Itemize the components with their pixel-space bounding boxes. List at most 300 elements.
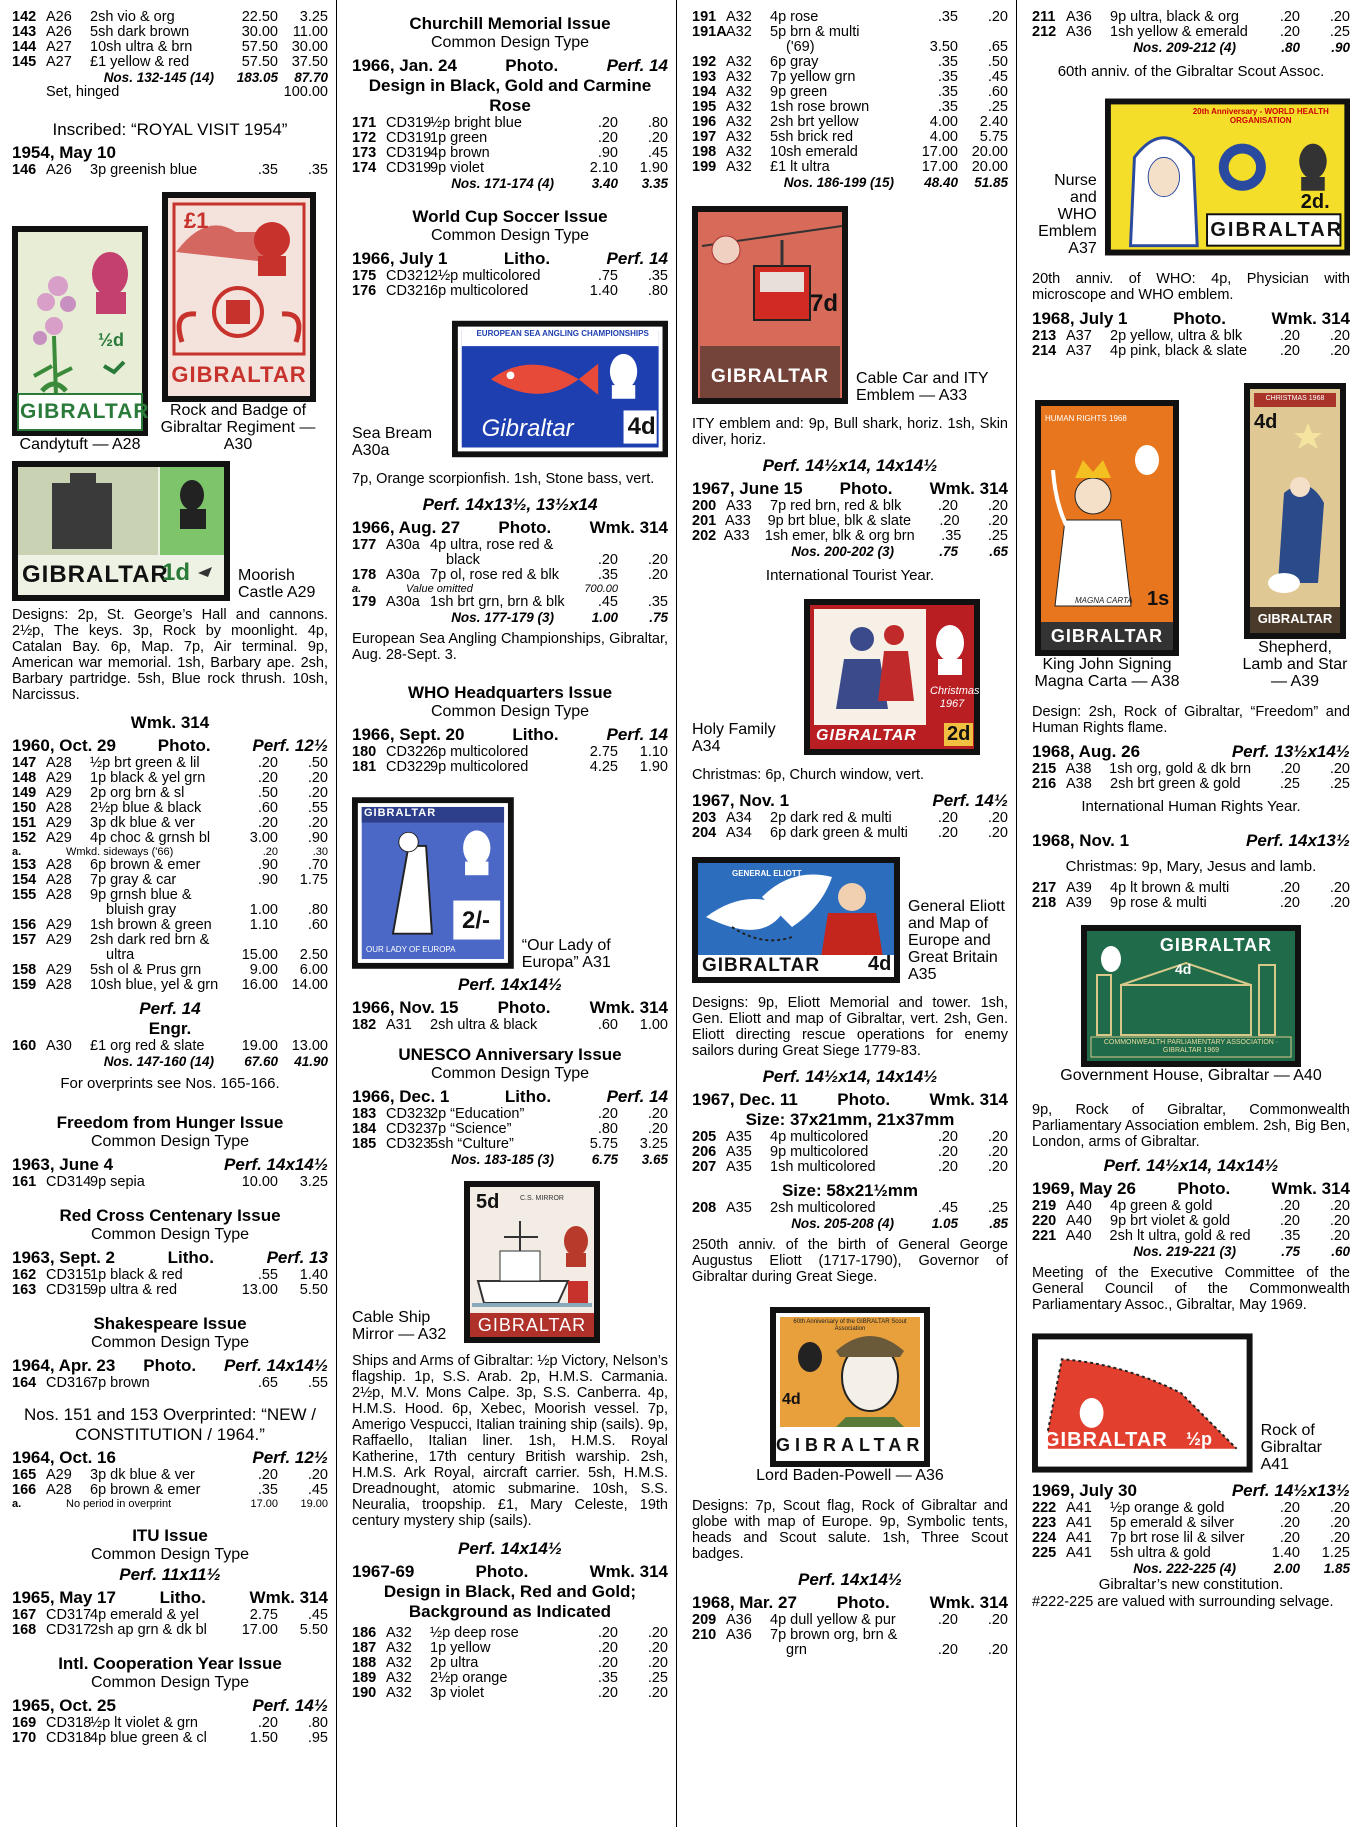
catalog-number: 144 [12,39,37,55]
stamp-inscription: C.S. MIRROR [520,1195,564,1203]
variety-description: No period in overprint [66,1498,172,1511]
design-type: CD317 [46,1607,92,1624]
value-used: .60 [307,917,328,934]
design-type: CD314 [46,1173,92,1190]
value-used: 41.90 [294,1054,328,1070]
caption-a29: Moorish Castle A29 [238,567,316,602]
catalog-number: 162 [12,1266,37,1283]
design-type: A41 [1066,1500,1092,1517]
value-unused: 3.40 [591,176,618,192]
value-used: .20 [1329,1228,1350,1245]
value-unused: .20 [257,755,278,772]
catalog-row [352,269,668,284]
value-used: .20 [647,1106,668,1123]
caption-a39: Shepherd, Lamb and Star — A39 [1242,638,1348,690]
value-used: .25 [1329,775,1350,792]
stamp-value: 1s [1147,587,1170,610]
issue-date-line: 1968, July 1 Photo. Wmk. 314 [1032,308,1350,328]
stamp-country: GIBRALTAR [1044,1429,1168,1452]
design-type: A32 [726,84,752,100]
column-1 [0,0,336,1827]
value-used: .20 [1329,1515,1350,1532]
perf-heading: Perf. 14½x14, 14x14½ [1103,1156,1279,1176]
catalog-row-continuation [692,1643,1008,1658]
catalog-row [352,1018,668,1033]
catalog-number: 177 [352,537,377,554]
caption-a33: Cable Car and ITY Emblem — A33 [856,370,989,404]
value-used: .85 [989,1216,1008,1232]
stamp-a35 [692,857,900,983]
value-used: .80 [647,115,668,132]
new-constitution-note: Gibraltar’s new constitution. [1098,1576,1284,1594]
stamp-description: 1p yellow [430,1640,491,1657]
size-heading: Size: 58x21½mm [781,1180,919,1200]
stamp-description: 2p dark red & multi [770,809,892,826]
value-unused: .45 [937,1200,958,1217]
stamp-country: GIBRALTAR [477,1315,587,1336]
catalog-row [352,595,668,610]
design-type: A36 [1066,24,1092,40]
catalog-row [1032,1546,1350,1561]
value-unused: .20 [597,1625,618,1642]
catalog-number: 157 [12,932,37,949]
value-used: .25 [987,99,1008,115]
stamp-description: 2½p orange [430,1670,508,1687]
catalog-row [352,538,668,553]
stamp-inscription: 20th Anniversary - WORLD HEALTH ORGANISATION [1192,106,1329,126]
eliott-designs-paragraph: Designs: 9p, Eliott Memorial and tower. 1sh, Gen. Eliott and map of Gibraltar, vert. 2sh, Gen. Eliott directing rescue operations for enemy sailors during Great Siege 1779-83. [692,994,1008,1059]
catalog-row [692,10,1008,25]
stamp-description: 9p brt blue, blk & slate [767,513,912,530]
catalog-row [352,745,668,760]
catalog-row [1032,1501,1350,1516]
value-unused: .20 [257,770,278,787]
value-unused: 3.00 [249,830,278,847]
value-used: .45 [307,1482,328,1499]
stamp-description: 2p org brn & sl [90,785,185,802]
catalog-row [12,1468,328,1483]
catalog-number: 153 [12,857,37,874]
value-unused: .35 [937,9,958,25]
figure-a28-a30 [12,192,328,453]
value-unused: .20 [1279,342,1300,359]
design-type: CD319 [386,145,432,162]
value-unused: .80 [1281,40,1300,55]
value-unused: 16.00 [241,977,278,994]
figure-a41 [1032,1333,1350,1473]
value-used [958,1628,1008,1643]
catalog-number: 204 [692,824,717,841]
subtotal-row [692,175,1008,190]
value-used: 2.40 [979,114,1008,130]
value-unused: .35 [937,69,958,85]
value-unused [228,888,278,903]
value-used: .45 [647,145,668,162]
value-unused: 9.00 [249,962,278,979]
value-unused: .35 [937,54,958,70]
value-used: .20 [1329,895,1350,912]
value-unused: .20 [1279,880,1300,897]
value-used: 2.50 [299,947,328,964]
catalog-number: 176 [352,283,377,300]
design-type: A34 [726,809,752,826]
value-unused: .20 [937,1612,958,1629]
catalog-number: 213 [1032,327,1057,344]
perf-heading: Perf. 14½x14, 14x14½ [762,1066,938,1086]
stamp-description: 4p green & gold [1110,1198,1213,1215]
catalog-row [12,1716,328,1731]
value-unused: 3.50 [929,39,958,55]
catalog-row [12,1483,328,1498]
catalog-row [12,1608,328,1623]
catalog-number: 158 [12,962,37,979]
design-type: CD322 [386,744,432,761]
value-unused: .20 [1279,895,1300,912]
common-design-type: Common Design Type [91,1225,249,1243]
stamp-description: 1p green [430,130,488,147]
catalog-number: 198 [692,144,717,160]
design-type: CD317 [46,1622,92,1639]
value-used: .20 [1329,342,1350,359]
catalog-row-continuation [692,40,1008,55]
catalog-number: 173 [352,145,377,162]
stamp-description: 2p ultra [430,1655,479,1672]
issue-title: Freedom from Hunger Issue [56,1112,284,1132]
stamp-description: 3p greenish blue [90,162,198,179]
designs-paragraph: Designs: 2p, St. George’s Hall and cannons. 2½p, The keys. 3p, Rock by moonlight. 4p, Catalan Bay. 6p, Map. 7p, Air terminal. 9p, American war memorial. 1sh, Barbary ape. 2sh, Barbary partridge. 5sh, Blue rock thrush. 10sh, Narcissus. [12,607,328,704]
value-used: .20 [987,9,1008,25]
issue-date-line: 1966, Dec. 1 Litho. Perf. 14 [352,1087,668,1107]
variety-letter: a. [12,1498,22,1511]
value-unused: .60 [597,1017,618,1034]
value-used: .75 [649,610,668,626]
perf-heading: Perf. 14 [139,999,201,1019]
issue-date-line: 1966, Aug. 27 Photo. Wmk. 314 [352,518,668,538]
stamp-a33 [692,206,848,404]
stamp-a37 [1105,97,1350,257]
value-unused: .35 [257,1482,278,1499]
design-type: A40 [1065,1228,1092,1245]
subtotal-row [352,1152,668,1167]
stamp-value: 1d [162,559,191,587]
design-type: CD319 [386,160,432,177]
catalog-number: 197 [692,129,717,145]
stamp-description: 10sh blue, yel & grn [90,977,219,994]
value-unused: .20 [937,1143,958,1160]
stamp-value: 7d [810,290,839,317]
value-unused: .20 [937,824,958,841]
stamp-description: 7p yellow grn [770,69,856,85]
overprint-note: For overprints see Nos. 165-166. [60,1075,280,1093]
value-unused: .20 [257,1467,278,1484]
catalog-row [692,1160,1008,1175]
design-type: A32 [386,1655,412,1672]
catalog-row [352,131,668,146]
subtotal-row [12,70,328,85]
caption-a32: Cable Ship Mirror — A32 [352,1309,447,1344]
issue-date-line: 1967, June 15 Photo. Wmk. 314 [692,479,1008,499]
value-used: .20 [987,498,1008,515]
value-used: .50 [987,54,1008,70]
value-used: 1.75 [299,872,328,889]
stamp-description: 6p multicolored [430,283,529,300]
issue-title: Intl. Cooperation Year Issue [58,1654,282,1674]
stamp-description: ('69) [786,39,815,55]
value-used: 3.35 [641,176,668,192]
stamp-description: 9p ultra & red [90,1281,178,1298]
value-used: .20 [1329,1213,1350,1230]
value-used: .55 [307,800,328,817]
value-unused: .55 [257,1266,278,1283]
stamp-description: 2sh brt green & gold [1110,775,1241,792]
value-unused: .20 [937,498,958,515]
stamp-description: 7p red brn, red & blk [770,498,902,515]
value-used: .20 [987,513,1008,530]
stamp-description: 2½p blue & black [90,800,202,817]
catalog-row [12,816,328,831]
catalog-row [352,1686,668,1701]
catalog-row [352,1656,668,1671]
column-rule [1016,0,1017,1827]
perf-heading: Perf. 14½x14, 14x14½ [762,456,938,475]
stamp-description: 1sh brown & green [90,917,212,934]
stamp-description: 7p ol, rose red & blk [430,567,559,584]
value-used: .20 [1329,9,1350,25]
value-unused [568,538,618,553]
value-unused: .60 [257,800,278,817]
hinged-label: Set, hinged [46,84,120,100]
caption-a30a: Sea Bream A30a [352,425,433,460]
value-unused: .20 [1279,1515,1300,1532]
subtotal-label: Nos. 186-199 (15) [783,175,894,190]
caption-a40: Government House, Gibraltar — A40 [1060,1067,1322,1085]
value-unused: .90 [257,857,278,874]
catalog-number: 203 [692,809,717,826]
catalog-number: 188 [352,1655,377,1672]
value-used: 1.10 [639,744,668,761]
stamp-description: 10sh ultra & brn [90,39,193,55]
subtotal-row [1032,1244,1350,1259]
catalog-row [352,1107,668,1122]
catalog-row [12,25,328,40]
stamp-country: GIBRALTAR [1159,935,1273,956]
catalog-row [352,1641,668,1656]
catalog-number: 209 [692,1612,717,1629]
value-used: 1.85 [1323,1561,1350,1577]
value-unused: 13.00 [241,1281,278,1298]
value-used: .20 [1329,1198,1350,1215]
catalog-row [12,978,328,993]
value-unused: 1.50 [249,1730,278,1746]
stamp-inscription: CHRISTMAS 1968 [1265,394,1325,402]
value-used: 3.25 [299,9,328,25]
catalog-row [692,826,1008,841]
subtotal-label: Nos. 171-174 (4) [451,176,554,192]
ity-year-note: International Tourist Year. [765,567,935,585]
variety-note [12,1498,328,1510]
stamp-description: 4p blue green & cl [90,1730,207,1746]
overprint-heading: Nos. 151 and 153 Overprinted: “NEW / CONSTITUTION / 1964.” [24,1404,316,1444]
catalog-number: 171 [352,115,377,132]
issue-date-line: 1966, Sept. 20 Litho. Perf. 14 [352,725,668,745]
value-used: 1.40 [299,1266,328,1283]
value-unused: .90 [597,145,618,162]
catalog-number: 170 [12,1730,37,1746]
value-used: 1.25 [1321,1545,1350,1562]
value-used: 1.00 [639,1017,668,1034]
design-type: A32 [386,1670,412,1687]
value-used: .25 [647,1670,668,1687]
stamp-description: grn [786,1642,807,1659]
selvage-note: #222-225 are valued with surrounding selvage. [1032,1594,1334,1611]
subtotal-row [1032,1561,1350,1576]
rights-year-note: International Human Rights Year. [1081,797,1301,815]
catalog-number: 146 [12,162,37,179]
figure-a34 [692,599,1008,755]
design-type: A27 [46,39,72,55]
value-used: .80 [307,1715,328,1731]
catalog-number: 199 [692,159,717,175]
stamp-country: Gibraltar [481,415,574,443]
catalog-row [12,933,328,948]
design-heading: Design in Black, Red and Gold; Background as Indicated [383,1582,637,1622]
issue-title: WHO Headquarters Issue [407,683,613,703]
design-type: CD315 [46,1266,92,1283]
stamp-description: 2p yellow, ultra & blk [1110,327,1243,344]
value-unused: 6.75 [591,1152,618,1168]
catalog-row [12,1175,328,1190]
design-type: A30a [386,594,420,611]
stamp-description: ½p lt violet & grn [90,1715,198,1731]
value-unused: 2.75 [249,1607,278,1624]
stamp-inscription: EUROPEAN SEA ANGLING CHAMPIONSHIPS [476,329,649,339]
column-4 [1020,0,1360,1827]
design-type: A33 [726,498,752,515]
value-used: 30.00 [291,39,328,55]
value-unused: .50 [257,785,278,802]
catalog-number: 217 [1032,880,1057,897]
figure-a35 [692,857,1008,983]
value-unused: 4.00 [929,129,958,145]
catalog-row [692,55,1008,70]
design-type: A35 [726,1128,752,1145]
stamp-description: 7p brown org, brn & [770,1627,898,1644]
issue-date-line: 1968, Mar. 27 Photo. Wmk. 314 [692,1593,1008,1613]
issue-title: Churchill Memorial Issue [409,14,611,33]
catalog-row [692,514,1008,529]
design-heading: Design in Black, Gold and Carmine Rose [368,75,652,116]
value-unused: 17.00 [250,1498,278,1511]
stamp-description: 9p green [770,84,828,100]
subtotal-row [352,610,668,625]
value-unused: 22.50 [241,9,278,25]
catalog-row [352,116,668,131]
stamp-a32 [464,1181,600,1343]
value-used: .35 [647,594,668,611]
design-type: A35 [726,1158,752,1175]
value-used: .55 [307,1374,328,1391]
issue-title: Shakespeare Issue [93,1313,247,1333]
stamp-description: 9p ultra, black & org [1110,9,1239,25]
catalog-row [1032,1214,1350,1229]
design-type: A41 [1066,1515,1092,1532]
stamp-description: 5sh brick red [770,129,854,145]
hinged-value: 100.00 [283,84,328,100]
catalog-number: 145 [12,54,37,70]
caption-a34: Holy Family A34 [692,720,776,755]
design-type: A28 [46,887,72,904]
scout-designs-paragraph: Designs: 7p, Scout flag, Rock of Gibraltar and globe with map of Europe. 9p, Symbolic tents, heads and Scout salute. 1sh, Three Scout badges. [692,1498,1008,1563]
value-unused: 17.00 [921,144,958,160]
value-unused: 2.75 [589,744,618,761]
value-unused: 10.00 [241,1173,278,1190]
catalog-number: 181 [352,759,377,776]
value-used: 5.50 [299,1622,328,1639]
design-type: A29 [46,1467,72,1484]
subtotal-label: Nos. 200-202 (3) [791,544,894,560]
design-type: A32 [726,114,752,130]
design-type: A38 [1066,775,1092,792]
catalog-row [1032,1516,1350,1531]
stamp-description: 1sh yellow & emerald [1110,24,1248,40]
value-used: 37.50 [291,54,328,70]
catalog-number: 191A [692,24,727,40]
value-unused: 15.00 [241,947,278,964]
stamp-description: 1sh multicolored [770,1158,876,1175]
catalog-row [1032,1229,1350,1244]
stamp-description: 6p multicolored [430,744,529,761]
value-used: .20 [987,1128,1008,1145]
stamp-country: GIBRALTAR [1257,610,1333,626]
value-unused: 17.00 [241,1622,278,1639]
value-unused: .35 [937,84,958,100]
value-used: 5.50 [299,1281,328,1298]
value-unused: .80 [597,1121,618,1138]
stamp-value: 2d. [1300,190,1330,213]
catalog-row [692,70,1008,85]
design-type: A37 [1066,342,1092,359]
stamp-value: ½p [1186,1429,1213,1450]
stamp-description: 7p “Science” [430,1121,512,1138]
catalog-row [1032,10,1350,25]
value-used: .20 [307,815,328,832]
value-unused: .20 [1279,1213,1300,1230]
stamp-description: 2½p multicolored [430,268,541,285]
catalog-number: 202 [692,528,717,545]
design-type: A32 [726,69,752,85]
catalog-number: 149 [12,785,37,802]
issue-date-line: 1969, July 30 Perf. 14½x13½ [1032,1481,1350,1501]
value-unused: 19.00 [241,1038,278,1055]
stamp-country: GIBRALTAR [1050,625,1164,646]
catalog-row [692,1130,1008,1145]
catalog-number: 225 [1032,1545,1057,1562]
catalog-number: 167 [12,1607,37,1624]
value-used: 3.25 [299,1173,328,1190]
stamp-description: 5sh ultra & gold [1110,1545,1211,1562]
subtotal-label: Nos. 222-225 (4) [1133,1561,1236,1577]
design-type: A36 [1066,9,1092,25]
value-used: .20 [1329,327,1350,344]
value-used: 5.75 [979,129,1008,145]
stamp-description: 3p dk blue & ver [90,1467,195,1484]
catalog-number: 159 [12,977,37,994]
christmas-1967-text: Christmas: 6p, Church window, vert. [692,766,925,783]
catalog-number: 178 [352,567,377,584]
design-type: A28 [46,872,72,889]
stamp-country: GIBRALTAR [1210,218,1344,241]
stamp-description: 1sh org, gold & dk brn [1109,760,1252,777]
